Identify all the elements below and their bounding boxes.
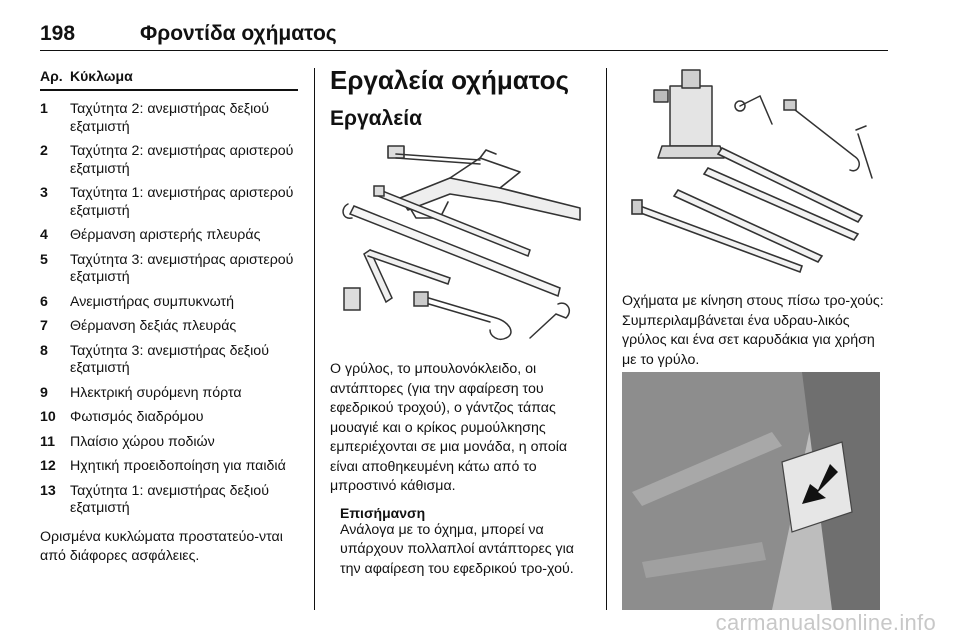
lug-wrench-icon <box>856 126 872 178</box>
table-row <box>40 227 298 245</box>
rear-drive-text <box>622 292 888 370</box>
table-row <box>40 185 298 220</box>
rear-drive-paragraph: Οχήματα με κίνηση στους πίσω τρο-χούς: Συμπεριλαμβάνεται ένα υδραυ-λικός γρύλος και ένα σετ καρυδάκια για χρήση με το γρύλο. <box>622 293 884 368</box>
row-text: Ηχητική προειδοποίηση για παιδιά <box>70 458 286 474</box>
hydraulic-jack-icon <box>654 70 724 158</box>
row-text: Θέρμανση δεξιάς πλευράς <box>70 318 237 334</box>
caution-text: Ανάλογα με το όχημα, μπορεί να υπάρχουν πολλαπλοί αντάπτορες για την αφαίρεση του εφεδρικού τρο-χού. <box>340 521 575 577</box>
row-text: Φωτισμός διαδρόμου <box>70 409 204 425</box>
row-text: Θέρμανση αριστερής πλευράς <box>70 227 261 243</box>
table-row <box>40 343 298 378</box>
row-number: 7 <box>40 318 48 334</box>
row-number: 4 <box>40 227 48 243</box>
row-number: 8 <box>40 342 48 359</box>
table-row <box>40 294 298 312</box>
tools-section <box>330 64 592 132</box>
fuse-note: Ορισμένα κυκλώματα προστατεύο-νται από διάφορες ασφάλειες. <box>40 528 283 564</box>
row-text: Ταχύτητα 1: ανεμιστήρας αριστερού εξατμιστή <box>70 185 294 219</box>
table-row <box>40 434 298 452</box>
tools-text <box>330 360 594 579</box>
row-text: Ταχύτητα 1: ανεμιστήρας δεξιού εξατμιστή <box>70 482 269 516</box>
row-text: Πλαίσιο χώρου ποδιών <box>70 433 215 450</box>
row-number: 2 <box>40 143 48 159</box>
row-number: 10 <box>40 409 56 425</box>
row-number: 9 <box>40 384 48 401</box>
row-number: 12 <box>40 458 56 474</box>
hook-tool-icon <box>784 100 859 171</box>
hydraulic-jack-illustration <box>622 66 888 278</box>
column-header-number: Αρ. <box>40 68 63 84</box>
socket-handle-icon <box>735 96 772 124</box>
column-divider <box>606 68 607 610</box>
table-row <box>40 458 298 476</box>
row-text: Ταχύτητα 2: ανεμιστήρας αριστερού εξατμιστή <box>70 143 294 177</box>
row-number: 1 <box>40 101 48 117</box>
tool-kit-illustration <box>330 138 592 350</box>
table-body <box>40 101 298 518</box>
caution-block <box>340 505 594 580</box>
watermark: carmanualsonline.info <box>715 610 936 635</box>
row-text: Ηλεκτρική συρόμενη πόρτα <box>70 384 242 401</box>
table-row <box>40 409 298 427</box>
table-header <box>40 68 298 91</box>
caution-title: Επισήμανση <box>340 504 426 521</box>
section-heading: Εργαλεία οχήματος <box>330 65 570 95</box>
row-number: 13 <box>40 482 56 499</box>
row-text: Ταχύτητα 3: ανεμιστήρας δεξιού εξατμιστή <box>70 342 269 376</box>
circuit-table <box>40 68 298 567</box>
table-row <box>40 385 298 403</box>
table-row <box>40 101 298 136</box>
hubcap-hook-icon <box>530 303 569 338</box>
seat-storage-photo <box>622 372 880 610</box>
column-header-circuit: Κύκλωμα <box>70 68 133 84</box>
lug-wrench-icon <box>344 250 450 310</box>
page-header <box>40 22 888 51</box>
page-title: Φροντίδα οχήματος <box>140 22 337 45</box>
tools-paragraph: Ο γρύλος, το μπουλονόκλειδο, οι αντάπτορες (για την αφαίρεση του εφεδρικού τροχού), ο γάντζος τάπας μουαγιέ και ο κρίκος ρυμούλκησης εμπεριέχονται σε μια μονάδα, η οποία είναι αποθηκευμένη κάτω από το μπροστινό κάθισμα. <box>330 361 568 494</box>
table-row <box>40 252 298 287</box>
row-text: Ταχύτητα 2: ανεμιστήρας δεξιού εξατμιστή <box>70 101 269 135</box>
table-row <box>40 143 298 178</box>
table-row <box>40 483 298 518</box>
row-number: 3 <box>40 185 48 201</box>
table-row <box>40 318 298 336</box>
column-divider <box>314 68 315 610</box>
subsection-heading: Εργαλεία <box>330 107 422 130</box>
row-text: Ταχύτητα 3: ανεμιστήρας αριστερού εξατμιστή <box>70 251 294 285</box>
row-text: Ανεμιστήρας συμπυκνωτή <box>70 293 235 310</box>
towing-eye-icon <box>414 292 511 339</box>
row-number: 11 <box>40 433 55 450</box>
extension-rod-icon <box>632 148 862 272</box>
row-number: 6 <box>40 293 48 310</box>
page-number: 198 <box>40 22 76 45</box>
row-number: 5 <box>40 251 48 268</box>
